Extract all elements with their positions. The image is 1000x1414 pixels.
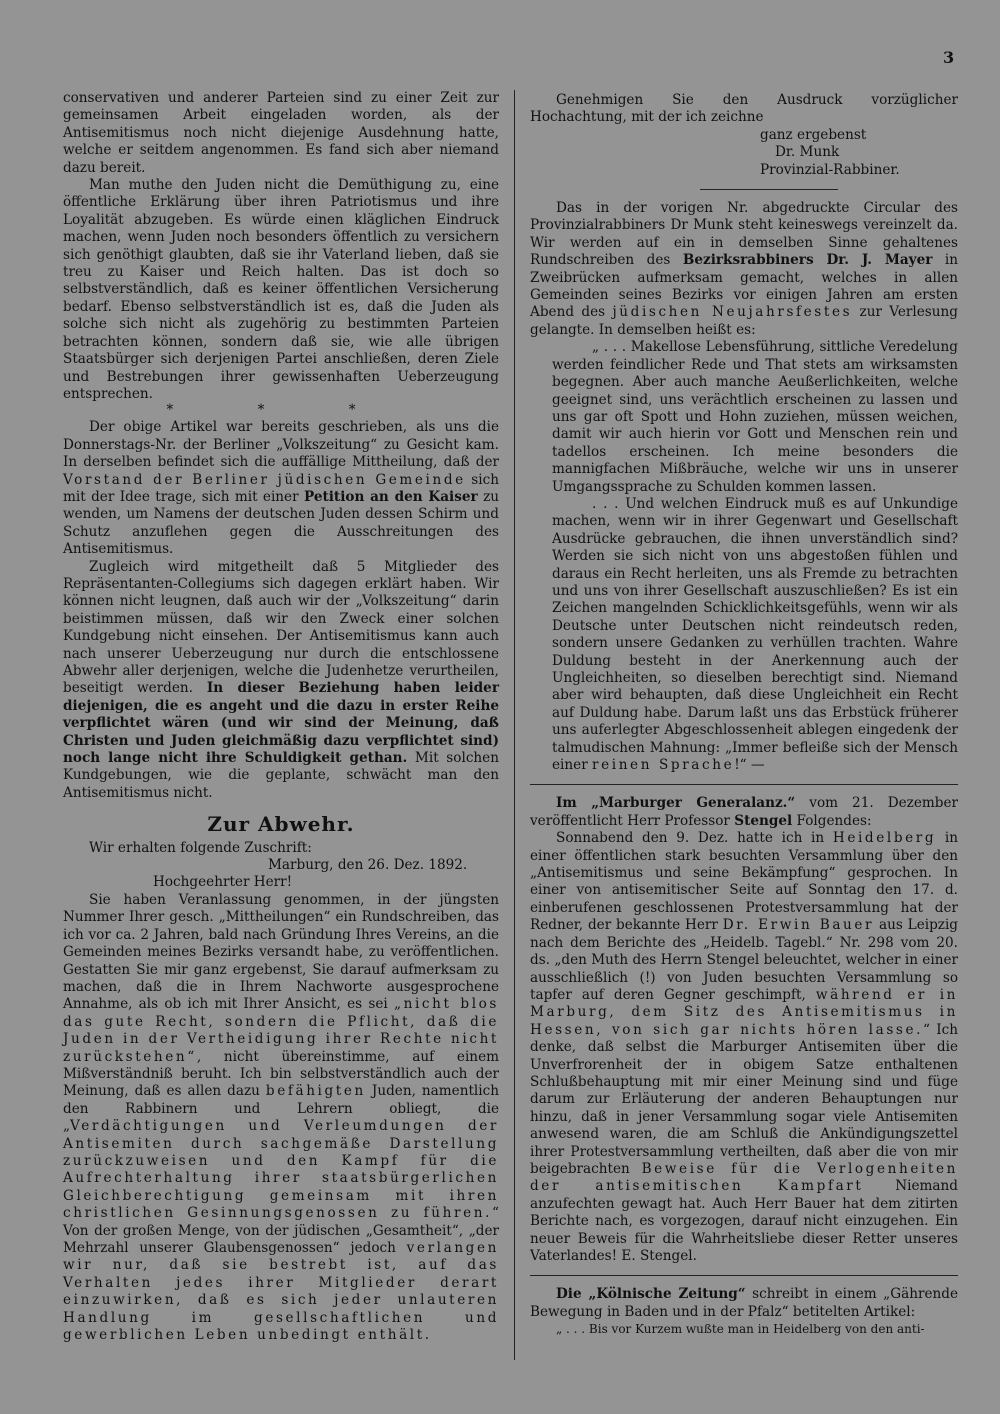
text-run: !“ — — [734, 757, 765, 774]
text-run: Mit solchen Kundgebungen, wie die geplante, schwächt man den Antisemitismus nicht. — [63, 750, 499, 801]
letter-date: Marburg, den 26. Dez. 1892. — [268, 857, 468, 874]
spaced-text: Dr. Erwin Bauer — [722, 917, 875, 934]
bold-text: Im „Marburger Generalanz.“ — [556, 795, 796, 812]
quotation — [530, 339, 958, 774]
spaced-text: „nicht blos das gute Recht, sondern die Pflicht, daß die Juden in der Vertheidigung ihrer Rechte nicht zurückstehen“ — [63, 996, 499, 1065]
spaced-text: Beweise für die Verlogenheiten der antisemitischen Kampfart — [530, 1160, 958, 1195]
text-run: schreibt in einem „Gährende Bewegung in Baden und in der Pfalz“ betitelten Artikel: — [530, 1286, 958, 1320]
paragraph — [530, 795, 958, 830]
text-run: Folgendes: — [792, 812, 872, 829]
paragraph — [63, 419, 499, 558]
short-divider — [700, 189, 838, 190]
intro-line: Wir erhalten folgende Zuschrift: — [89, 839, 312, 856]
text-run: in einer öffentlichen stark besuchten Versammlung über den „Antisemitismus und seine Bekämpfung“ gesprochen. In einer von antisemitischer Seite auf Sonntag den 17. d. einberufenen geschlossenen Protestversammlung hat der Redner, der bekannte Herr — [530, 830, 958, 934]
section-heading: Zur Abwehr. — [207, 812, 355, 837]
bold-text: Stengel — [734, 812, 793, 829]
paragraph: Man muthe den Juden nicht die Demüthigung zu, eine öffentliche Erklärung über ihren Patriotismus und ihre Loyalität abzugeben. Es würde einen kläglichen Eindruck machen, wenn Juden noch besonders öffentlich zu versichern sich genöthigt glaubten, daß sie ihr Vaterland lieben, daß sie treu zu Kaiser und Reich halten. Das ist doch so selbstverständlich, daß es keiner öffentlichen Versicherung bedarf. Ebenso selbstverständlich ist es, daß die Juden als solche sich nicht als zugehörig zu bestimmten Parteien betrachten können, sondern daß sie, wie alle übrigen Staatsbürger sich derjenigen Partei anschließen, deren Ziele und Bestrebungen ihrer gewissenhaften Ueberzeugung entsprechen. — [63, 177, 499, 402]
left-column — [63, 90, 499, 1344]
bold-text: Die „Kölnische Zeitung“ — [556, 1286, 746, 1303]
spaced-text: Verdächtigungen und Verleumdungen der Antisemiten durch sachgemäße Darstellung zurückzuweisen und den Kampf für die Aufrechterhaltung ihrer staatsbürgerlichen Gleichberechtigung gemeinsam mit ihren christlichen Gesinnungsgenossen zu führen. — [63, 1118, 499, 1222]
paragraph — [530, 830, 958, 1265]
section-divider — [530, 784, 958, 785]
spaced-text: während er in Marburg, dem Sitz des Antisemitismus in Hessen, von sich gar nichts hören lasse. — [530, 986, 958, 1038]
section-divider — [530, 1275, 958, 1276]
text-run: . . . Und welchen Eindruck muß es auf Unkundige machen, wenn wir in ihrer Gegenwart und Gesellschaft Ausdrücke gebrauchen, die ihnen unverständlich sind? Werden sie sich nicht von uns abgestoßen fühlen und daraus ein Recht herleiten, uns als Fremde zu betrachten und uns von ihrer Gesellschaft auszuschließen? Es ist ein Zeichen mangelnden Schicklichkeitsgefühls, wenn wir als Deutsche unter Deutschen nicht reindeutsch reden, sondern unsere Gedanken zu verhüllen trachten. Wahre Duldung besteht in der Anerkennung auch der Ungleichheiten, so dieselben berechtigt sind. Niemand aber wird behaupten, daß diese Ungleichheit ein Recht auf Duldung habe. Darum laßt uns das Erbstück früherer uns auferlegter Abgeschlossenheit ablegen eingedenk der talmudischen Mahnung: „Immer befleiße sich der Mensch einer — [552, 495, 958, 774]
text-run: “ Ich denke, daß selbst die Marburger Antisemiten über die Unverfrorenheit der in obigem Satze enthaltenen Schlußbehauptung mit mir einer Meinung sind und füge darum zur Erläuterung der anderen Behauptungen nur hinzu, daß in jener Versammlung sogar viele Antisemiten anwesend waren, die am Schluß die Ankündigungszettel ihrer Protestversammlung vertheilten, daß aber die von mir beigebrachten — [530, 1021, 958, 1177]
letter-salutation: Hochgeehrter Herr! — [153, 874, 293, 891]
page-number: 3 — [943, 48, 955, 67]
paragraph — [530, 1286, 958, 1321]
bold-text: Bezirksrabbiners Dr. J. Mayer — [682, 252, 933, 269]
column-divider — [514, 90, 515, 1360]
signature-name: Dr. Munk — [775, 144, 840, 161]
text-run: Sonnabend den 9. Dez. hatte ich in — [556, 830, 833, 847]
quote-paragraph: „ . . . Makellose Lebensführung, sittliche Veredelung werden feindlicher Rede und That stets am wirksamsten begegnen. Aber auch manche Aeußerlichkeiten, welche geeignet sind, uns verächtlich erscheinen zu lassen und uns gar oft Spott und Hohn zuziehen, müssen weichen, damit wir auch hierin vor Gott und Menschen rein und tadellos erscheinen. Ich meine besonders die mannigfachen Mißbräuche, welche wir uns in unserer Umgangssprache zu Schulden kommen lassen. — [552, 339, 958, 495]
text-run: Der obige Artikel war bereits geschrieben, als uns die Donnerstags-Nr. der Berliner „Volkszeitung“ zu Gesicht kam. In derselben befindet sich die auffällige Mittheilung, daß der — [63, 419, 499, 471]
text-run: vom 21. Dezember veröffentlicht Herr Professor — [530, 795, 959, 829]
bold-text: In dieser Beziehung haben leider diejenigen, die es angeht und die dazu in erster Reihe verpflichtet wären (und wir sind der Meinung, daß Christen und Juden gleichmäßig dazu verpflichtet sind) noch lange nicht ihre Schuldigkeit gethan. — [63, 680, 499, 767]
text-run: , nicht übereinstimme, auf einem Mißverständniß beruht. Ich bin selbstverständlich auch der Meinung, daß es allen dazu — [63, 1048, 499, 1100]
spaced-text: Vorstand der Berliner jüdischen Gemeinde — [63, 471, 466, 488]
text-run: in Zweibrücken aufmerksam gemacht, welches in allen Gemeinden seines Bezirks vor einigen Jahren am ersten Abend des — [530, 252, 958, 321]
signature-title: Provinzial-Rabbiner. — [760, 161, 900, 178]
spaced-text: befähigten — [265, 1083, 366, 1100]
text-run: Niemand anzufechten gewagt hat. Auch Herr Bauer hat dem zitirten Berichte nach, es vorgezogen, darauf nicht einzugehen. Ein neuer Beweis für die Wahrheitsliebe dieser Retter unseres Vaterlandes! E. Stengel. — [530, 1178, 958, 1264]
text-run: “ Von der großen Menge, von der jüdischen „Gesamtheit“, „der Mehrzahl unserer Glaubensgenossen“ jedoch — [63, 1205, 499, 1256]
quote-start: „ . . . Bis vor Kurzem wußte man in Heidelberg von den anti- — [556, 1322, 925, 1337]
text-run: zu wenden, um Namens der deutschen Juden dessen Schirm und Schutz anzuflehen gegen die Ausschreitungen des Antisemitismus. — [63, 488, 499, 558]
spaced-text: verlangen wir nur, daß sie bestrebt ist, auf das Verhalten jedes ihrer Mitglieder derart einzuwirken, daß es sich jeder unlauteren Handlung im gesellschaftlichen und gewerblichen Leben unbedingt enthält. — [63, 1240, 499, 1344]
signature-line: ganz ergebenst — [760, 126, 867, 143]
quote-paragraph — [552, 496, 958, 775]
spaced-text: Heidelberg — [832, 830, 937, 847]
text-run: Sie haben Veranlassung genommen, in der jüngsten Nummer Ihrer gesch. „Mittheilungen“ ein Rundschreiben, das ich vor ca. 2 Jahren, bald nach Gründung Ihres Vereins, an die Gemeinden meines Bezirks versandt habe, zu veröffentlichen. Gestatten Sie mir ganz ergebenst, Sie darauf aufmerksam zu machen, daß die in Ihrem Nachworte ausgesprochene Annahme, als ob ich mit Ihrer Ansicht, es sei — [63, 891, 499, 1013]
text-run: zur Verlesung gelangte. In demselben heißt es: — [530, 304, 958, 338]
right-column — [530, 92, 958, 1339]
text-run: Juden, namentlich den Rabbinern und Lehrern obliegt, die „ — [63, 1083, 499, 1135]
text-run: Das in der vorigen Nr. abgedruckte Circular des Provinzialrabbiners Dr Munk steht keineswegs vereinzelt da. Wir werden auf ein in demselben Sinne gehaltenes Rundschreiben des — [530, 200, 958, 269]
text-run: sich mit der Idee trage, sich mit einer — [63, 471, 499, 505]
spaced-text: jüdischen Neujahrsfestes — [612, 304, 853, 321]
paragraph: conservativen und anderer Parteien sind zu einer Zeit zur gemeinsamen Arbeit eingeladen worden, als der Antisemitismus noch nicht diejenige Ausdehnung hatte, welche er seitdem angenommen. Es fand sich aber niemand dazu bereit. — [63, 90, 499, 176]
paragraph — [530, 200, 958, 339]
spaced-text: reinen Sprache — [592, 757, 735, 774]
text-run: aus Leipzig nach dem Berichte des „Heidelb. Tagebl.“ Nr. 298 vom 20. ds. „den Muth des Herrn Stengel beleuchtet, welcher in einer ausschließlich (!) von Juden besuchten Versammlung so tapfer auf deren Gegner geschimpft, — [530, 917, 958, 1003]
paragraph — [63, 559, 499, 803]
letter-closing: Genehmigen Sie den Ausdruck vorzüglicher Hochachtung, mit der ich zeichne — [530, 92, 958, 126]
letter-body — [63, 892, 499, 1345]
section-separator: * * * — [166, 402, 396, 419]
bold-text: Petition an den Kaiser — [303, 488, 478, 505]
text-run: Zugleich wird mitgetheilt daß 5 Mitglieder des Repräsentanten-Collegiums sich dagegen erklärt haben. Wir können nicht leugnen, daß auch wir der „Volkszeitung“ darin beistimmen müssen, daß wir den Zweck einer solchen Kundgebung nicht einsehen. Der Antisemitismus kann auch nach unserer Ueberzeugung nur durch die entschlossene Abwehr aller derjenigen, welche die Judenhetze verurtheilen, beseitigt werden. — [63, 558, 499, 697]
